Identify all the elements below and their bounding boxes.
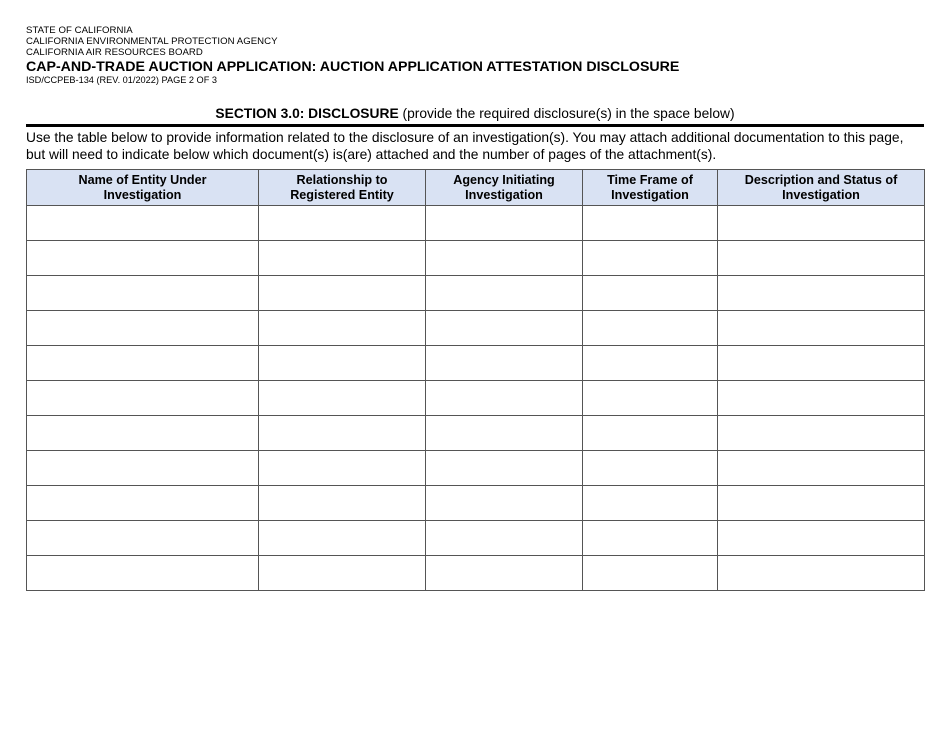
table-cell-entity-name [27,416,259,451]
table-cell-time-frame [583,556,718,591]
form-id: ISD/CCPEB-134 (REV. 01/2022) PAGE 2 OF 3 [26,75,217,85]
relationship-field[interactable] [259,346,425,380]
form-title: CAP-AND-TRADE AUCTION APPLICATION: AUCTION APPLICATION ATTESTATION DISCLOSURE [26,59,680,75]
section-heading-note: (provide the required disclosure(s) in the space below) [402,106,735,121]
table-cell-relationship [259,451,426,486]
table-cell-relationship [259,206,426,241]
table-cell-entity-name [27,451,259,486]
entity-name-field[interactable] [27,206,258,240]
table-cell-entity-name [27,556,259,591]
relationship-field[interactable] [259,416,425,450]
agency-name: CALIFORNIA ENVIRONMENTAL PROTECTION AGENCY [26,36,278,47]
table-cell-entity-name [27,311,259,346]
table-cell-time-frame [583,486,718,521]
agency-field[interactable] [426,381,582,415]
section-heading [26,105,924,122]
entity-name-field[interactable] [27,556,258,590]
table-row [27,451,925,486]
table-header-row [27,170,925,206]
table-cell-description [718,241,925,276]
agency-field[interactable] [426,556,582,590]
agency-field[interactable] [426,521,582,555]
table-cell-agency [426,276,583,311]
table-cell-description [718,416,925,451]
entity-name-field[interactable] [27,346,258,380]
table-row [27,276,925,311]
entity-name-field[interactable] [27,311,258,345]
entity-name-field[interactable] [27,451,258,485]
relationship-field[interactable] [259,276,425,310]
relationship-field[interactable] [259,486,425,520]
description-field[interactable] [718,416,924,450]
agency-field[interactable] [426,241,582,275]
table-row [27,381,925,416]
table-cell-agency [426,416,583,451]
table-cell-agency [426,346,583,381]
time-frame-field[interactable] [583,521,717,555]
table-cell-description [718,556,925,591]
form-header [26,25,926,86]
table-cell-description [718,451,925,486]
table-cell-relationship [259,486,426,521]
relationship-field[interactable] [259,206,425,240]
table-row [27,241,925,276]
table-row [27,521,925,556]
table-cell-time-frame [583,311,718,346]
table-cell-entity-name [27,521,259,556]
relationship-field[interactable] [259,521,425,555]
table-cell-agency [426,556,583,591]
relationship-field[interactable] [259,241,425,275]
description-field[interactable] [718,486,924,520]
table-cell-time-frame [583,276,718,311]
entity-name-field[interactable] [27,521,258,555]
time-frame-field[interactable] [583,381,717,415]
time-frame-field[interactable] [583,206,717,240]
table-cell-description [718,346,925,381]
time-frame-field[interactable] [583,416,717,450]
agency-field[interactable] [426,416,582,450]
table-cell-agency [426,521,583,556]
agency-field[interactable] [426,346,582,380]
table-cell-agency [426,206,583,241]
table-cell-agency [426,311,583,346]
table-row [27,556,925,591]
table-cell-description [718,486,925,521]
section-divider [26,124,924,127]
table-row [27,416,925,451]
time-frame-field[interactable] [583,486,717,520]
time-frame-field[interactable] [583,556,717,590]
table-cell-entity-name [27,346,259,381]
entity-name-field[interactable] [27,416,258,450]
table-cell-relationship [259,381,426,416]
table-cell-time-frame [583,521,718,556]
table-cell-relationship [259,241,426,276]
instructions-text: Use the table below to provide information related to the disclosure of an investigation(s). You may attach additional documentation to this page, but will need to indicate below which document(s) is(are) attached and the number of pages of the attachment(s). [26,130,904,162]
table-cell-time-frame [583,416,718,451]
description-field[interactable] [718,311,924,345]
table-cell-relationship [259,276,426,311]
table-cell-entity-name [27,206,259,241]
board-name: CALIFORNIA AIR RESOURCES BOARD [26,47,203,58]
time-frame-field[interactable] [583,241,717,275]
table-cell-relationship [259,556,426,591]
table-cell-relationship [259,416,426,451]
table-cell-description [718,311,925,346]
agency-field[interactable] [426,276,582,310]
agency-field[interactable] [426,486,582,520]
description-field[interactable] [718,346,924,380]
time-frame-field[interactable] [583,451,717,485]
table-cell-agency [426,451,583,486]
section-heading-label: SECTION 3.0: DISCLOSURE [215,106,399,121]
entity-name-field[interactable] [27,276,258,310]
agency-field[interactable] [426,451,582,485]
time-frame-field[interactable] [583,311,717,345]
table-cell-time-frame [583,241,718,276]
table-cell-entity-name [27,276,259,311]
table-cell-relationship [259,521,426,556]
table-cell-description [718,521,925,556]
description-field[interactable] [718,276,924,310]
table-body [27,206,925,591]
table-cell-agency [426,381,583,416]
description-field[interactable] [718,556,924,590]
table-cell-entity-name [27,381,259,416]
description-field[interactable] [718,381,924,415]
description-field[interactable] [718,241,924,275]
column-header-time-frame: Time Frame of Investigation [583,170,718,206]
table-cell-description [718,206,925,241]
table-cell-time-frame [583,206,718,241]
relationship-field[interactable] [259,451,425,485]
state-name: STATE OF CALIFORNIA [26,25,133,36]
entity-name-field[interactable] [27,486,258,520]
description-field[interactable] [718,521,924,555]
relationship-field[interactable] [259,556,425,590]
disclosure-table [26,169,925,591]
description-field[interactable] [718,451,924,485]
table-cell-description [718,381,925,416]
entity-name-field[interactable] [27,241,258,275]
column-header-description: Description and Status of Investigation [718,170,925,206]
column-header-entity-name: Name of Entity Under Investigation [27,170,259,206]
table-cell-entity-name [27,241,259,276]
agency-field[interactable] [426,206,582,240]
table-cell-description [718,276,925,311]
description-field[interactable] [718,206,924,240]
table-row [27,346,925,381]
time-frame-field[interactable] [583,346,717,380]
table-cell-agency [426,241,583,276]
table-cell-time-frame [583,451,718,486]
column-header-agency: Agency Initiating Investigation [426,170,583,206]
table-row [27,486,925,521]
table-row [27,311,925,346]
table-cell-time-frame [583,346,718,381]
table-cell-time-frame [583,381,718,416]
table-cell-entity-name [27,486,259,521]
relationship-field[interactable] [259,311,425,345]
table-cell-relationship [259,311,426,346]
agency-field[interactable] [426,311,582,345]
table-cell-relationship [259,346,426,381]
relationship-field[interactable] [259,381,425,415]
time-frame-field[interactable] [583,276,717,310]
entity-name-field[interactable] [27,381,258,415]
table-row [27,206,925,241]
table-cell-agency [426,486,583,521]
column-header-relationship: Relationship to Registered Entity [259,170,426,206]
